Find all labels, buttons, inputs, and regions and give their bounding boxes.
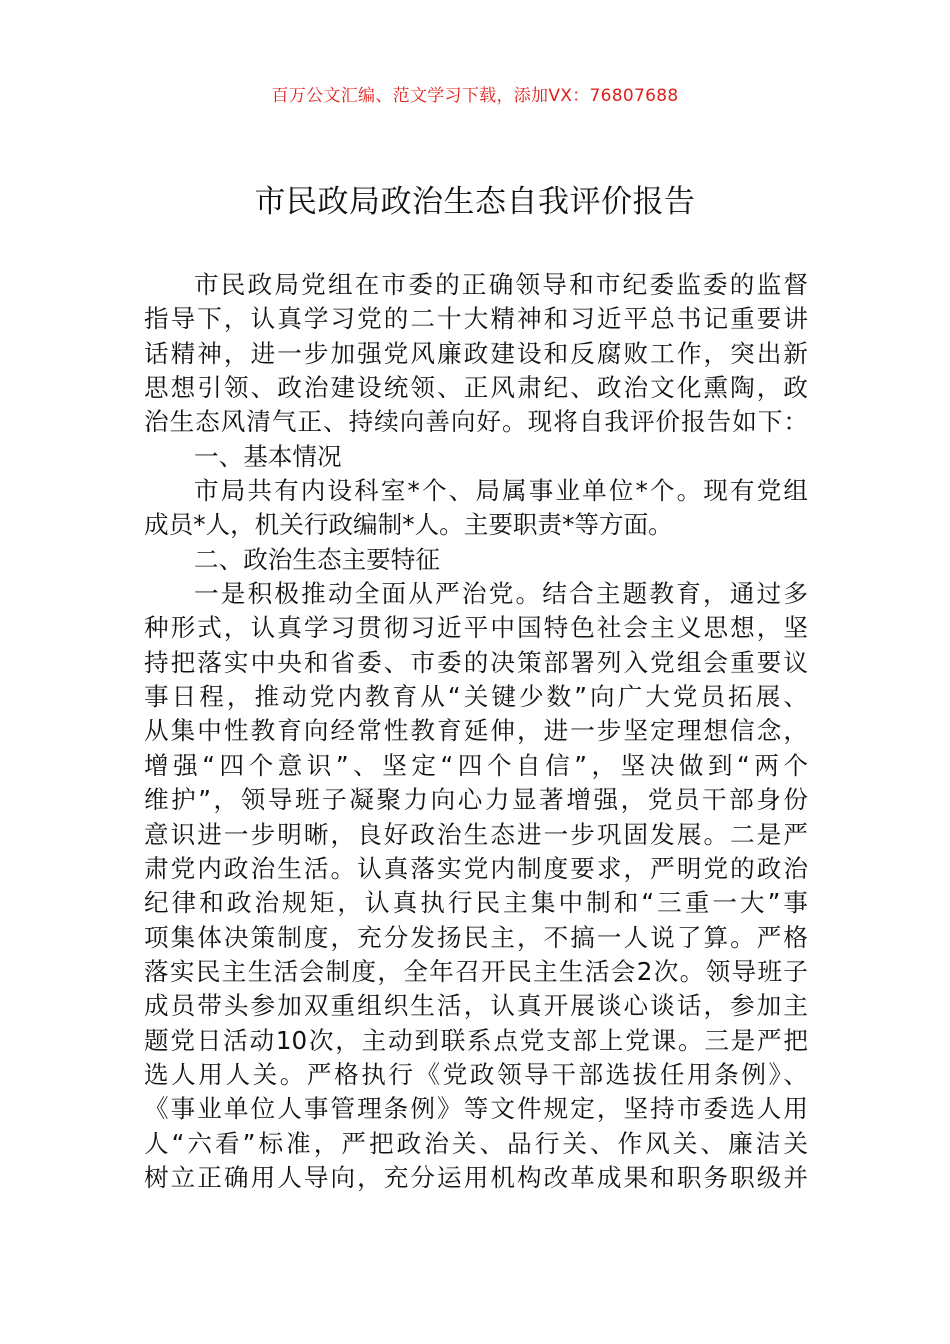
document-body: [144, 268, 808, 1195]
paragraph-line: 成员带头参加双重组织生活，认真开展谈心谈话，参加主: [144, 991, 808, 1021]
paragraph-line: 题党日活动10次，主动到联系点党支部上党课。三是严把: [144, 1025, 808, 1055]
paragraph-line: 持把落实中央和省委、市委的决策部署列入党组会重要议: [144, 647, 808, 677]
paragraph-line: 纪律和政治规矩，认真执行民主集中制和“三重一大”事: [144, 888, 808, 918]
paragraph-line: 市民政局党组在市委的正确领导和市纪委监委的监督: [194, 270, 808, 299]
paragraph-line: 增强“四个意识”、坚定“四个自信”，坚决做到“两个: [144, 750, 808, 780]
paragraph-line: 人“六看”标准，严把政治关、品行关、作风关、廉洁关: [144, 1128, 808, 1158]
paragraph-line: 成员*人，机关行政编制*人。主要职责*等方面。: [144, 510, 673, 540]
paragraph-line: 树立正确用人导向，充分运用机构改革成果和职务职级并: [144, 1162, 808, 1192]
paragraph-line: 维护”，领导班子凝聚力向心力显著增强，党员干部身份: [144, 785, 808, 815]
document-title: 市民政局政治生态自我评价报告: [254, 184, 696, 220]
paragraph-line: 市局共有内设科室*个、局属事业单位*个。现有党组: [194, 476, 808, 506]
download-banner: 百万公文汇编、范文学习下载，添加VX：76807688: [271, 86, 679, 106]
paragraph-line: 思想引领、政治建设统领、正风肃纪、政治文化熏陶，政: [144, 373, 808, 403]
paragraph-line: 从集中性教育向经常性教育延伸，进一步坚定理想信念，: [144, 716, 808, 746]
paragraph-line: 一是积极推动全面从严治党。结合主题教育，通过多: [194, 579, 808, 609]
paragraph-line: 治生态风清气正、持续向善向好。现将自我评价报告如下：: [144, 407, 808, 437]
section-heading: 二、政治生态主要特征: [194, 544, 440, 574]
paragraph-line: 《事业单位人事管理条例》等文件规定，坚持市委选人用: [144, 1094, 808, 1124]
paragraph-line: 种形式，认真学习贯彻习近平中国特色社会主义思想，坚: [144, 613, 808, 643]
section-heading: 一、基本情况: [194, 441, 342, 471]
paragraph-line: 项集体决策制度，充分发扬民主，不搞一人说了算。严格: [144, 922, 808, 952]
paragraph-line: 落实民主生活会制度，全年召开民主生活会2次。领导班子: [144, 956, 808, 986]
paragraph-line: 话精神，进一步加强党风廉政建设和反腐败工作，突出新: [144, 338, 808, 368]
paragraph-line: 选人用人关。严格执行《党政领导干部选拔任用条例》、: [144, 1059, 808, 1089]
paragraph-line: 指导下，认真学习党的二十大精神和习近平总书记重要讲: [144, 304, 808, 334]
paragraph-line: 肃党内政治生活。认真落实党内制度要求，严明党的政治: [144, 853, 808, 883]
paragraph-line: 事日程，推动党内教育从“关键少数”向广大党员拓展、: [144, 682, 808, 712]
paragraph-line: 意识进一步明晰，良好政治生态进一步巩固发展。二是严: [144, 819, 808, 849]
